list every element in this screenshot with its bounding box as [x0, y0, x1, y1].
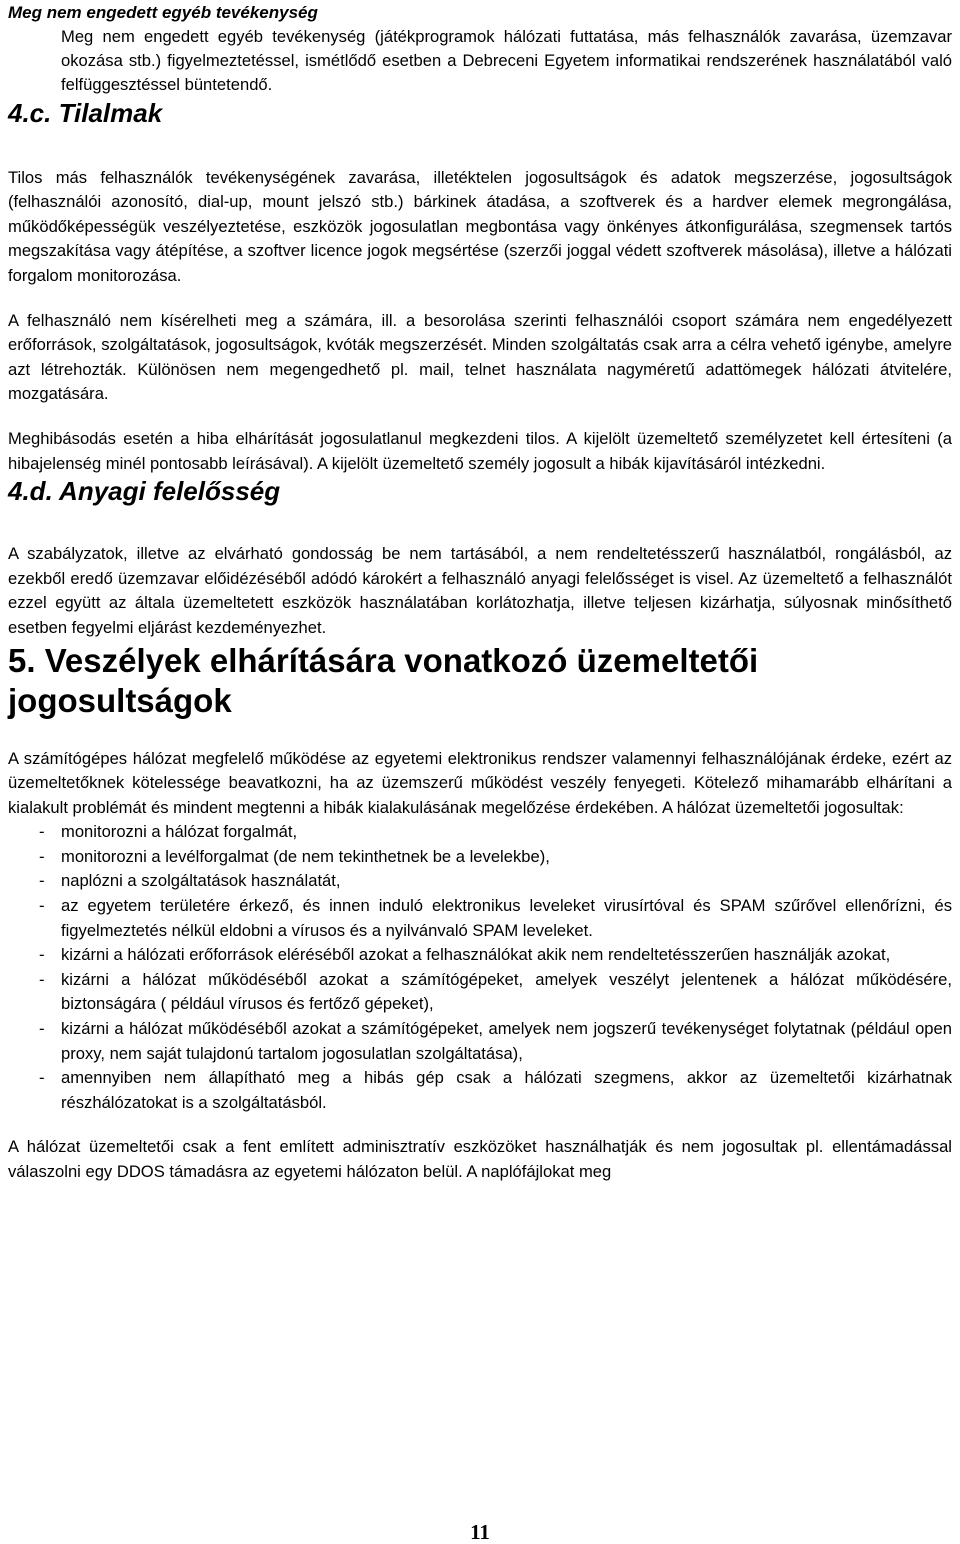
list-item-text: az egyetem területére érkező, és innen induló elektronikus leveleket virusírtóval és SPAM szűrővel ellenőrízni, és figyelmeztetés nélkül eldobni a vírusos és a nyilvánvaló SPAM leveleket. [61, 896, 952, 940]
list-item [39, 845, 952, 870]
operator-rights-list [8, 820, 952, 1115]
section-4b-heading: Meg nem engedett egyéb tevékenység [8, 3, 318, 22]
list-dash-marker: - [39, 1068, 45, 1088]
list-item [39, 894, 952, 943]
list-dash-marker: - [39, 896, 45, 916]
list-item-text: kizárni a hálózati erőforrások eléréséből azokat a felhasználókat akik nem rendeltetésszerűen használják azokat, [61, 945, 891, 965]
document-page [8, 0, 952, 1185]
list-dash-marker: - [39, 1019, 45, 1039]
list-item-text: monitorozni a hálózat forgalmát, [61, 822, 298, 842]
list-item-text: naplózni a szolgáltatások használatát, [61, 871, 341, 891]
list-dash-marker: - [39, 871, 45, 891]
list-item [39, 1066, 952, 1115]
list-item [39, 869, 952, 894]
list-item-text: amennyiben nem állapítható meg a hibás gép csak a hálózati szegmens, akkor az üzemeltetői kizárhatnak részhálózatokat is a szolgáltatásból. [61, 1068, 952, 1112]
section-4b-paragraph: Meg nem engedett egyéb tevékenység (játékprogramok hálózati futtatása, más felhasználók zavarása, üzemzavar okozása stb.) figyelmeztetéssel, ismétlődő esetben a Debreceni Egyetem informatikai rendszerének használatából való felfüggesztéssel büntetendő. [61, 27, 952, 95]
section-4c-heading: 4.c. Tilalmak [8, 97, 163, 128]
list-item-text: monitorozni a levélforgalmat (de nem tekinthetnek be a levelekbe), [61, 846, 550, 866]
page-number: 11 [470, 1520, 490, 1544]
section-5-heading: 5. Veszélyek elhárítására vonatkozó üzemeltetői jogosultságok [8, 641, 759, 719]
section-5-intro: A számítógépes hálózat megfelelő működése az egyetemi elektronikus rendszer valamennyi felhasználójának érdeke, ezért az üzemeltetőknek kötelessége beavatkozni, ha az üzemszerű működést veszély fenyegeti. Kötelező mihamarább elhárítani a kialakult problémát és mindent megtenni a hibák kialakulásának megelőzése érdekében. A hálózat üzemeltetői jogosultak: [8, 748, 952, 817]
list-item [39, 1017, 952, 1066]
section-4d-paragraph: A szabályzatok, illetve az elvárható gondosság be nem tartásából, a nem rendeltetésszerű használatból, rongálásból, az ezekből eredő üzemzavar előidézéséből adódó károkért a felhasználó anyagi felelősséget is visel. Az üzemeltető a felhasználót ezzel együtt az általa üzemeltetett eszközök használatában korlátozhatja, illetve teljesen kizárhatja, súlyosnak minősíthető esetben fegyelmi eljárást kezdeményezhet. [8, 544, 952, 637]
list-dash-marker: - [39, 846, 45, 866]
list-item-text: kizárni a hálózat működéséből azokat a számítógépeket, amelyek nem jogszerű tevékenységet folytatnak (például open proxy, nem saját tulajdonú tartalom jogosulatlan szolgáltatása), [61, 1019, 952, 1063]
section-4d-heading: 4.d. Anyagi felelősség [8, 476, 281, 507]
list-dash-marker: - [39, 969, 45, 989]
list-dash-marker: - [39, 822, 45, 842]
list-item-text: kizárni a hálózat működéséből azokat a számítógépeket, amelyek veszélyt jelentenek a hálózat működésére, biztonságára ( például vírusos és fertőző gépeket), [61, 969, 952, 1014]
list-item [39, 968, 952, 1017]
section-4c-paragraph-1: Tilos más felhasználók tevékenységének zavarása, illetéktelen jogosultságok és adatok megszerzése, jogosultságok (felhasználói azonosító, dial-up, mount jelszó stb.) bárkinek átadása, a szoftverek és a hardver elemek megrongálása, működőképességük veszélyeztetése, eszközök jogosulatlan megbontása vagy önkényes átkonfigurálása, szegmensek tartós megszakítása vagy átépítése, a szoftver licence jogok megsértése (szerzői joggal védett szoftverek másolása), illetve a hálózati forgalom monitorozása. [8, 167, 952, 285]
section-4c-paragraph-3: Meghibásodás esetén a hiba elhárítását jogosulatlanul megkezdeni tilos. A kijelölt üzemeltető személyzetet kell értesíteni (a hibajelenség minél pontosabb leírásával). A kijelölt üzemeltető személy jogosult a hibák kijavításáról intézkedni. [8, 428, 952, 473]
section-4c-paragraph-2: A felhasználó nem kísérelheti meg a számára, ill. a besorolása szerinti felhasználói csoport számára nem engedélyezett erőforrások, szolgáltatások, jogosultságok, kvóták megszerzését. Minden szolgáltatás csak arra a célra vehető igénybe, amelyre azt létrehozták. Különösen nem megengedhető pl. mail, telnet használata nagyméretű adattömegek hálózati átvitelére, mozgatására. [8, 310, 952, 404]
list-item [39, 820, 952, 845]
section-5-closing-paragraph: A hálózat üzemeltetői csak a fent említett adminisztratív eszközöket használhatják és nem jogosultak pl. ellentámadással válaszolni egy DDOS támadásra az egyetemi hálózaton belül. A naplófájlokat meg [8, 1137, 952, 1182]
list-item [39, 943, 952, 968]
list-dash-marker: - [39, 945, 45, 965]
